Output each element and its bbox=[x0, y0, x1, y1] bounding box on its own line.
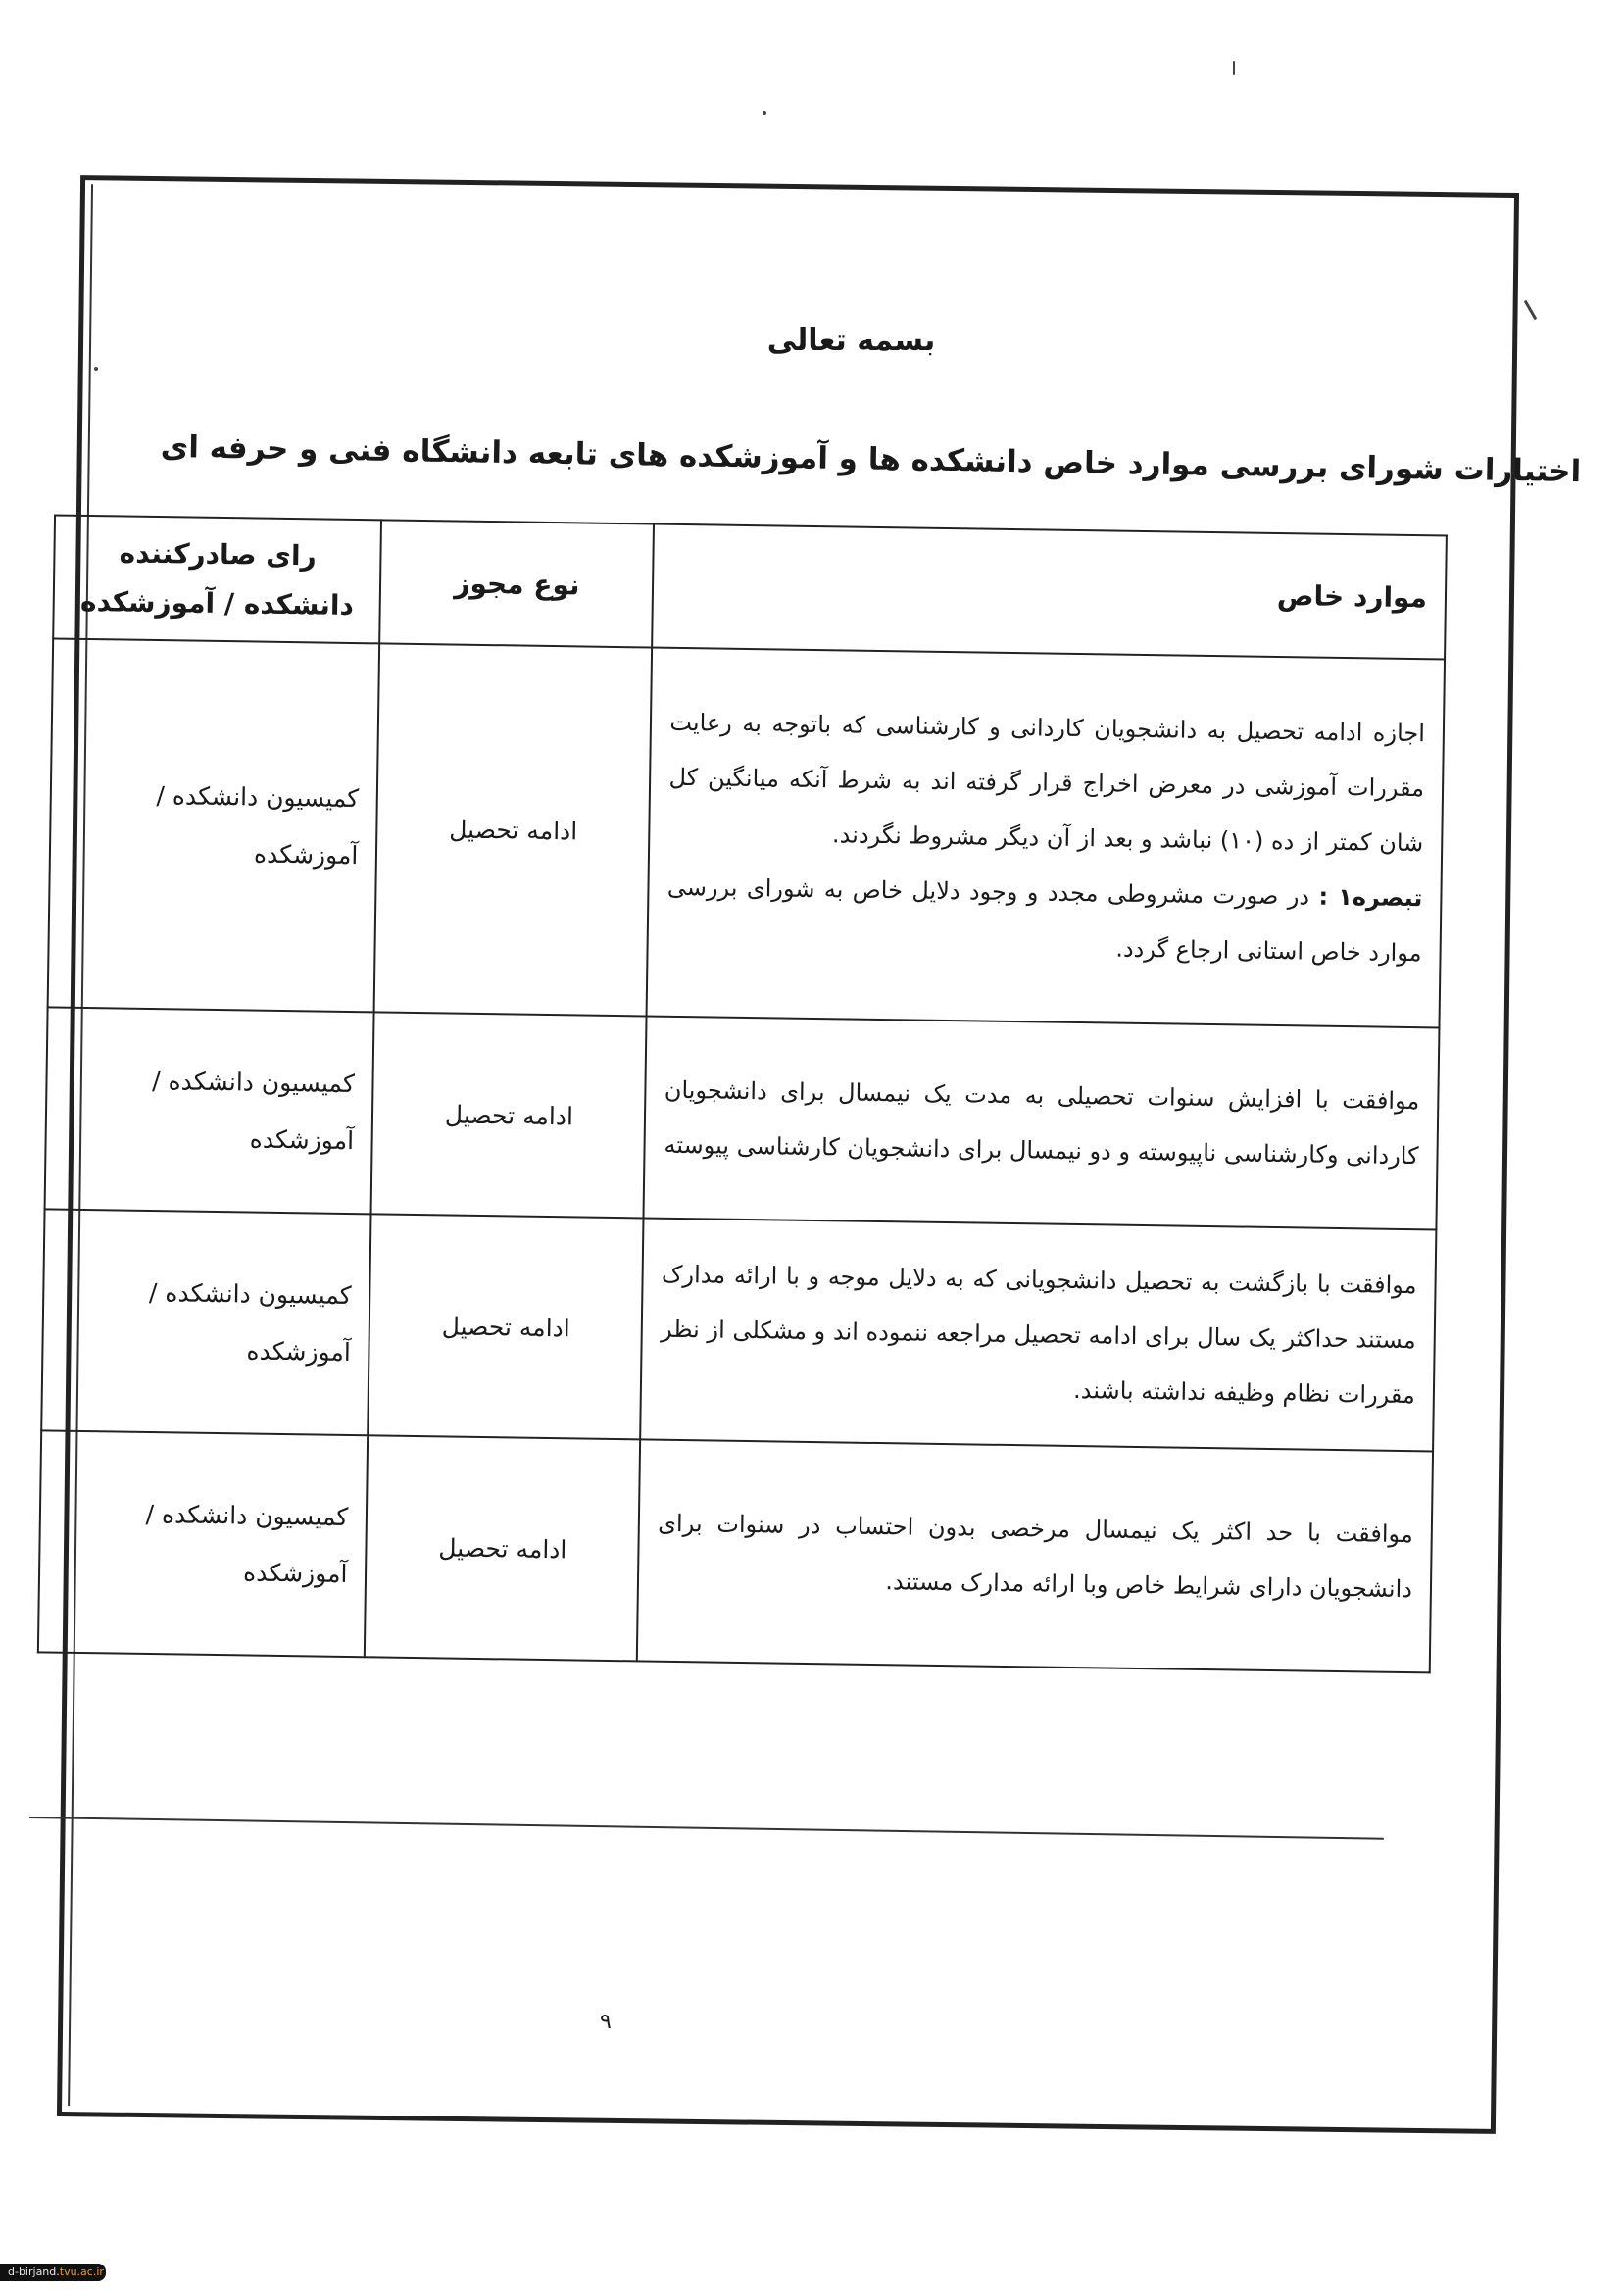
authority-cell: کمیسیون دانشکده / آموزشکده bbox=[41, 1209, 371, 1435]
header-authority-line1: رای صادرکننده bbox=[119, 536, 317, 572]
authority-cell: کمیسیون دانشکده / آموزشکده bbox=[48, 638, 380, 1012]
table-row bbox=[41, 1209, 1436, 1451]
watermark-prefix: d-birjand. bbox=[8, 2265, 60, 2278]
page-number: ۹ bbox=[600, 2010, 612, 2034]
case-cell: موافقت با بازگشت به تحصیل دانشجویانی که به دلایل موجه و با ارائه مدارک مستند حداکثر یک سال برای ادامه تحصیل مراجعه ننموده اند و مشکلی از نظر مقررات نظام وظیفه نداشته باشند. bbox=[641, 1218, 1437, 1451]
case-text: اجازه ادامه تحصیل به دانشجویان کاردانی و کارشناسی که باتوجه به رعایت مقررات آموزشی در معرض اخراج قرار گرفته اند به شرط آنکه میانگین کل شان کمتر از ده (۱۰) نباشد و بعد از آن دیگر مشروط نگردند. bbox=[668, 708, 1426, 858]
note-text: در صورت مشروطی مجدد و وجود دلایل خاص به شورای بررسی موارد خاص استانی ارجاع گردد. bbox=[666, 872, 1422, 968]
basmala-heading: بسمه تعالی bbox=[766, 324, 936, 358]
table-row bbox=[45, 1007, 1440, 1229]
table-header-row bbox=[53, 515, 1447, 659]
authority-cell: کمیسیون دانشکده / آموزشکده bbox=[38, 1430, 369, 1657]
scan-speck bbox=[94, 367, 98, 371]
table-row bbox=[48, 638, 1445, 1027]
site-watermark bbox=[0, 2264, 106, 2281]
special-cases-table bbox=[37, 514, 1448, 1673]
permit-type-cell: ادامه تحصیل bbox=[365, 1435, 640, 1661]
case-cell: موافقت با حد اکثر یک نیمسال مرخصی بدون احتساب در سنوات برای دانشجویان دارای شرایط خاص وبا ارائه مدارک مستند. bbox=[637, 1439, 1433, 1672]
document-title: اختیارات شورای بررسی موارد خاص دانشکده ها و آموزشکده های تابعه دانشگاه فنی و حرفه ای bbox=[160, 428, 1582, 490]
header-permit-type: نوع مجوز bbox=[380, 520, 655, 647]
watermark-domain: tvu.ac.ir bbox=[59, 2265, 104, 2278]
case-cell: موافقت با افزایش سنوات تحصیلی به مدت یک نیمسال برای دانشجویان کاردانی وکارشناسی ناپیوسته و دو نیمسال برای دانشجویان کارشناسی پیوسته bbox=[644, 1016, 1440, 1229]
permit-type-cell: ادامه تحصیل bbox=[371, 1012, 647, 1218]
header-authority bbox=[53, 515, 381, 643]
scan-speck bbox=[1524, 300, 1538, 321]
header-cases: موارد خاص bbox=[653, 524, 1447, 660]
authority-cell: کمیسیون دانشکده / آموزشکده bbox=[45, 1007, 374, 1214]
table-row bbox=[38, 1430, 1433, 1672]
case-cell bbox=[647, 648, 1445, 1028]
permit-type-cell: ادامه تحصیل bbox=[374, 643, 653, 1016]
note-label: تبصره۱ : bbox=[1318, 882, 1423, 913]
header-authority-line2: دانشکده / آموزشکده bbox=[79, 584, 355, 622]
scan-speck bbox=[763, 111, 766, 115]
permit-type-cell: ادامه تحصیل bbox=[369, 1214, 644, 1439]
scan-speck bbox=[1233, 61, 1235, 75]
